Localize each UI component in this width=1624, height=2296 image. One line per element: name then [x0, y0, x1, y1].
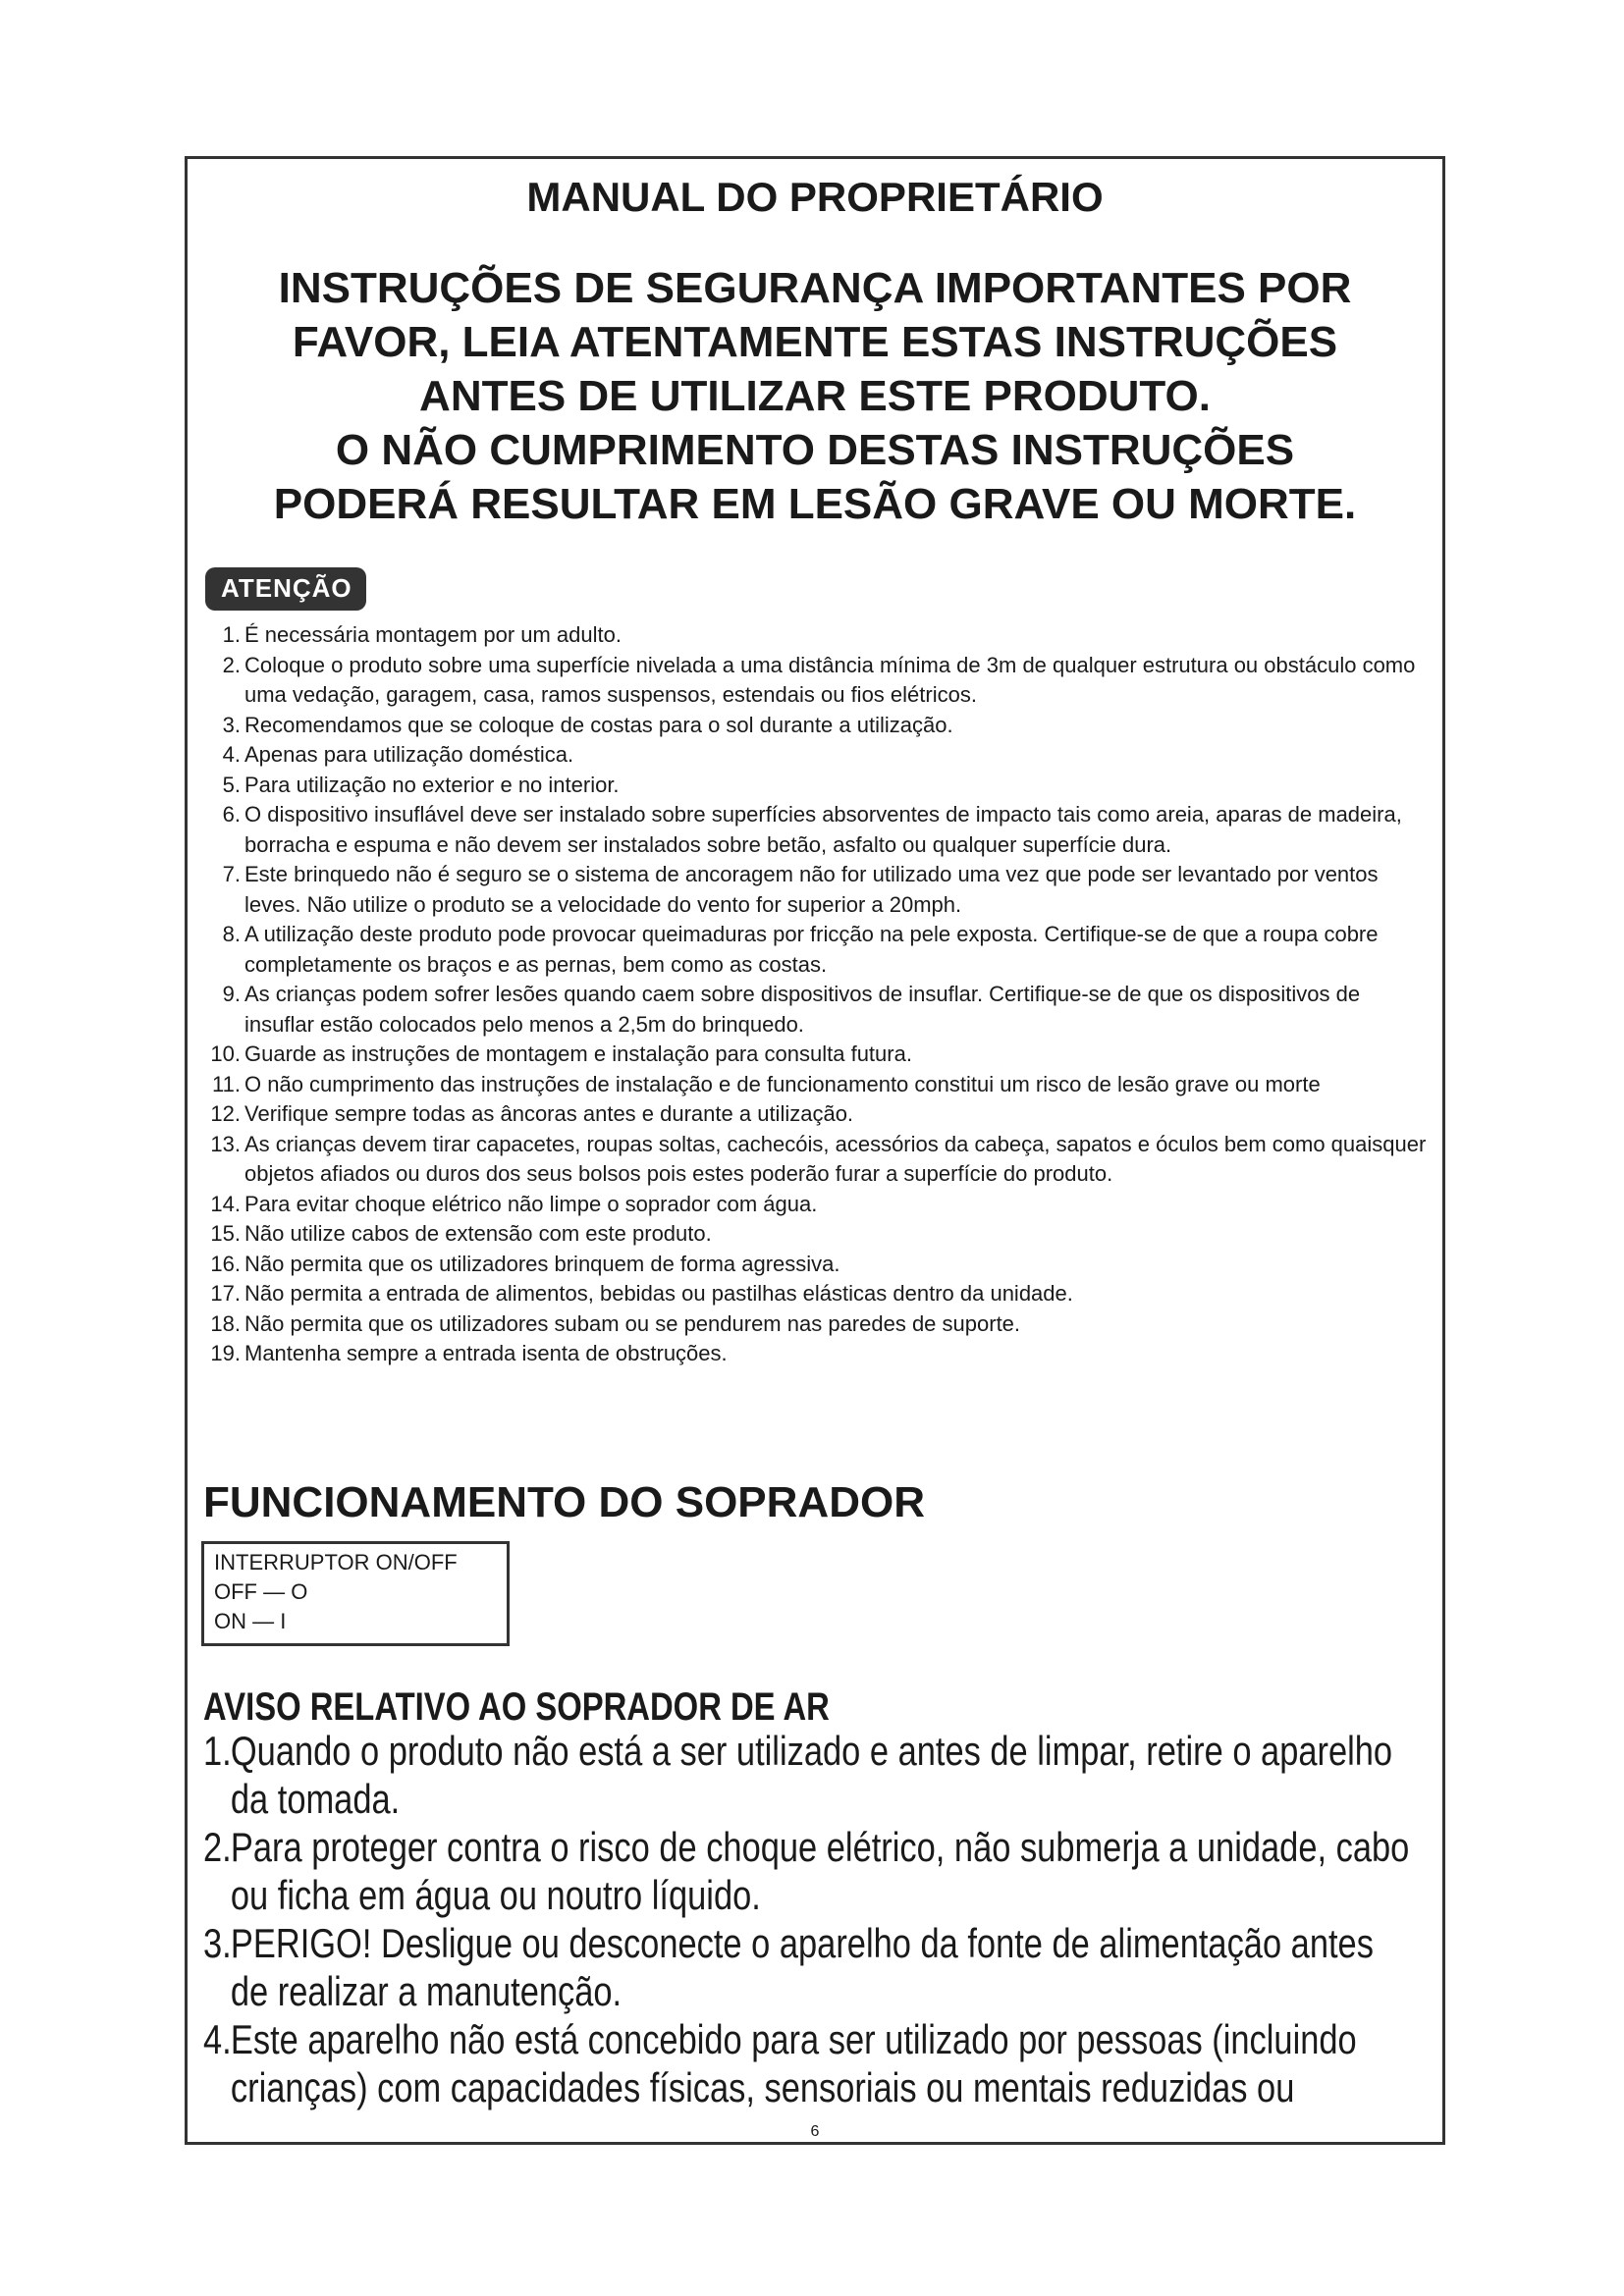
list-item — [188, 1309, 1448, 1340]
item-text: As crianças devem tirar capacetes, roupas soltas, cachecóis, acessórios da cabeça, sapatos e óculos bem como quaisquer objetos afiados ou duros dos seus bolsos pois estes poderão furar a superfície do produto. — [244, 1131, 1427, 1186]
list-item — [203, 2015, 1419, 2111]
list-item — [188, 1130, 1448, 1190]
page-number: 6 — [810, 2123, 820, 2140]
item-text: Verifique sempre todas as âncoras antes e durante a utilização. — [244, 1101, 854, 1126]
item-number: 5. — [222, 772, 241, 797]
item-text: Não permita que os utilizadores subam ou se pendurem nas paredes de suporte. — [244, 1310, 1021, 1336]
page-title: MANUAL DO PROPRIETÁRIO — [526, 174, 1104, 220]
item-text: Este brinquedo não é seguro se o sistema de ancoragem não for utilizado uma vez que pode ser levantado por ventos leves. Não utilize o produto se a velocidade do vento for superior a 20mph. — [244, 862, 1379, 917]
item-text: Recomendamos que se coloque de costas para o sol durante a utilização. — [244, 712, 953, 737]
list-item — [188, 1219, 1448, 1250]
list-item — [188, 1250, 1448, 1280]
list-item — [203, 1727, 1419, 1823]
item-text: Para proteger contra o risco de choque elétrico, não submerja a unidade, cabo ou ficha em água ou noutro líquido. — [230, 1824, 1410, 1918]
notice-list — [203, 1727, 1419, 2111]
item-number: 4. — [222, 742, 241, 767]
switch-info-box — [201, 1541, 510, 1646]
warning-list — [188, 620, 1448, 1369]
item-text: Guarde as instruções de montagem e instalação para consulta futura. — [244, 1041, 912, 1066]
item-text: As crianças podem sofrer lesões quando caem sobre dispositivos de insuflar. Certifique-se de que os dispositivos de insuflar estão colocados pelo menos a 2,5m do brinquedo. — [244, 982, 1361, 1037]
item-text: PERIGO! Desligue ou desconecte o aparelho da fonte de alimentação antes de realizar a manutenção. — [230, 1920, 1374, 2014]
page-frame — [185, 156, 1445, 2145]
safety-heading-line: INSTRUÇÕES DE SEGURANÇA IMPORTANTES POR — [278, 264, 1352, 312]
item-number: 19. — [210, 1341, 241, 1365]
safety-heading-line: PODERÁ RESULTAR EM LESÃO GRAVE OU MORTE. — [273, 480, 1357, 528]
switch-label: INTERRUPTOR ON/OFF — [214, 1550, 458, 1575]
list-item — [188, 1040, 1448, 1070]
item-number: 3. — [222, 712, 241, 737]
item-number: 1. — [222, 622, 241, 647]
item-number: 8. — [222, 922, 241, 946]
item-text: É necessária montagem por um adulto. — [244, 622, 622, 647]
item-number: 12. — [210, 1101, 241, 1126]
list-item — [188, 860, 1448, 920]
safety-heading — [207, 261, 1423, 531]
item-number: 2. — [203, 1824, 232, 1870]
item-number: 13. — [210, 1131, 241, 1156]
item-number: 17. — [210, 1281, 241, 1306]
item-number: 11. — [212, 1071, 241, 1096]
item-number: 14. — [210, 1191, 241, 1216]
list-item — [188, 1190, 1448, 1220]
item-number: 9. — [222, 982, 241, 1006]
item-number: 6. — [222, 802, 241, 827]
list-item — [188, 651, 1448, 711]
item-text: Coloque o produto sobre uma superfície nivelada a uma distância mínima de 3m de qualquer estrutura ou obstáculo como uma vedação, garagem, casa, ramos suspensos, estendais ou fios elétricos. — [244, 652, 1416, 707]
switch-on-label: ON — I — [214, 1609, 287, 1633]
item-text: Mantenha sempre a entrada isenta de obstruções. — [244, 1341, 728, 1365]
item-text: Não permita a entrada de alimentos, bebidas ou pastilhas elásticas dentro da unidade. — [244, 1281, 1073, 1306]
item-number: 4. — [203, 2016, 232, 2062]
list-item — [188, 1279, 1448, 1309]
item-number: 2. — [222, 652, 241, 677]
list-item — [188, 800, 1448, 860]
item-text: Apenas para utilização doméstica. — [244, 742, 574, 767]
item-number: 1. — [203, 1728, 232, 1774]
item-text: Não utilize cabos de extensão com este produto. — [244, 1221, 712, 1246]
blower-notice-heading: AVISO RELATIVO AO SOPRADOR DE AR — [203, 1685, 830, 1729]
blower-operation-heading: FUNCIONAMENTO DO SOPRADOR — [203, 1478, 925, 1526]
safety-heading-line: ANTES DE UTILIZAR ESTE PRODUTO. — [419, 372, 1211, 420]
item-text: Este aparelho não está concebido para ser utilizado por pessoas (incluindo crianças) com capacidades físicas, sensoriais ou mentais reduzidas ou — [230, 2016, 1357, 2110]
item-text: Não permita que os utilizadores brinquem de forma agressiva. — [244, 1251, 840, 1276]
item-number: 3. — [203, 1920, 232, 1966]
warning-badge: ATENÇÃO — [205, 567, 366, 611]
list-item — [188, 620, 1448, 651]
item-text: O não cumprimento das instruções de instalação e de funcionamento constitui um risco de lesão grave ou morte — [244, 1071, 1321, 1096]
item-number: 15. — [210, 1221, 241, 1246]
item-number: 16. — [210, 1251, 241, 1276]
list-item — [203, 1919, 1419, 2015]
switch-off-label: OFF — O — [214, 1579, 308, 1604]
list-item — [188, 1099, 1448, 1130]
item-text: O dispositivo insuflável deve ser instalado sobre superfícies absorventes de impacto tais como areia, aparas de madeira, borracha e espuma e não devem ser instalados sobre betão, asfalto ou qualquer superfície dura. — [244, 802, 1402, 857]
item-text: Para evitar choque elétrico não limpe o soprador com água. — [244, 1191, 818, 1216]
list-item — [203, 1823, 1419, 1919]
item-text: Para utilização no exterior e no interior. — [244, 772, 620, 797]
list-item — [188, 740, 1448, 771]
list-item — [188, 920, 1448, 980]
list-item — [188, 711, 1448, 741]
list-item — [188, 1339, 1448, 1369]
item-number: 18. — [210, 1310, 241, 1336]
safety-heading-line: FAVOR, LEIA ATENTAMENTE ESTAS INSTRUÇÕES — [292, 318, 1338, 366]
item-number: 10. — [210, 1041, 241, 1066]
list-item — [188, 980, 1448, 1040]
list-item — [188, 771, 1448, 801]
item-text: Quando o produto não está a ser utilizado e antes de limpar, retire o aparelho da tomada. — [230, 1728, 1393, 1822]
safety-heading-line: O NÃO CUMPRIMENTO DESTAS INSTRUÇÕES — [335, 426, 1295, 474]
item-text: A utilização deste produto pode provocar queimaduras por fricção na pele exposta. Certifique-se de que a roupa cobre completamente os braços e as pernas, bem como as costas. — [244, 922, 1379, 977]
list-item — [188, 1070, 1448, 1100]
item-number: 7. — [222, 862, 241, 886]
